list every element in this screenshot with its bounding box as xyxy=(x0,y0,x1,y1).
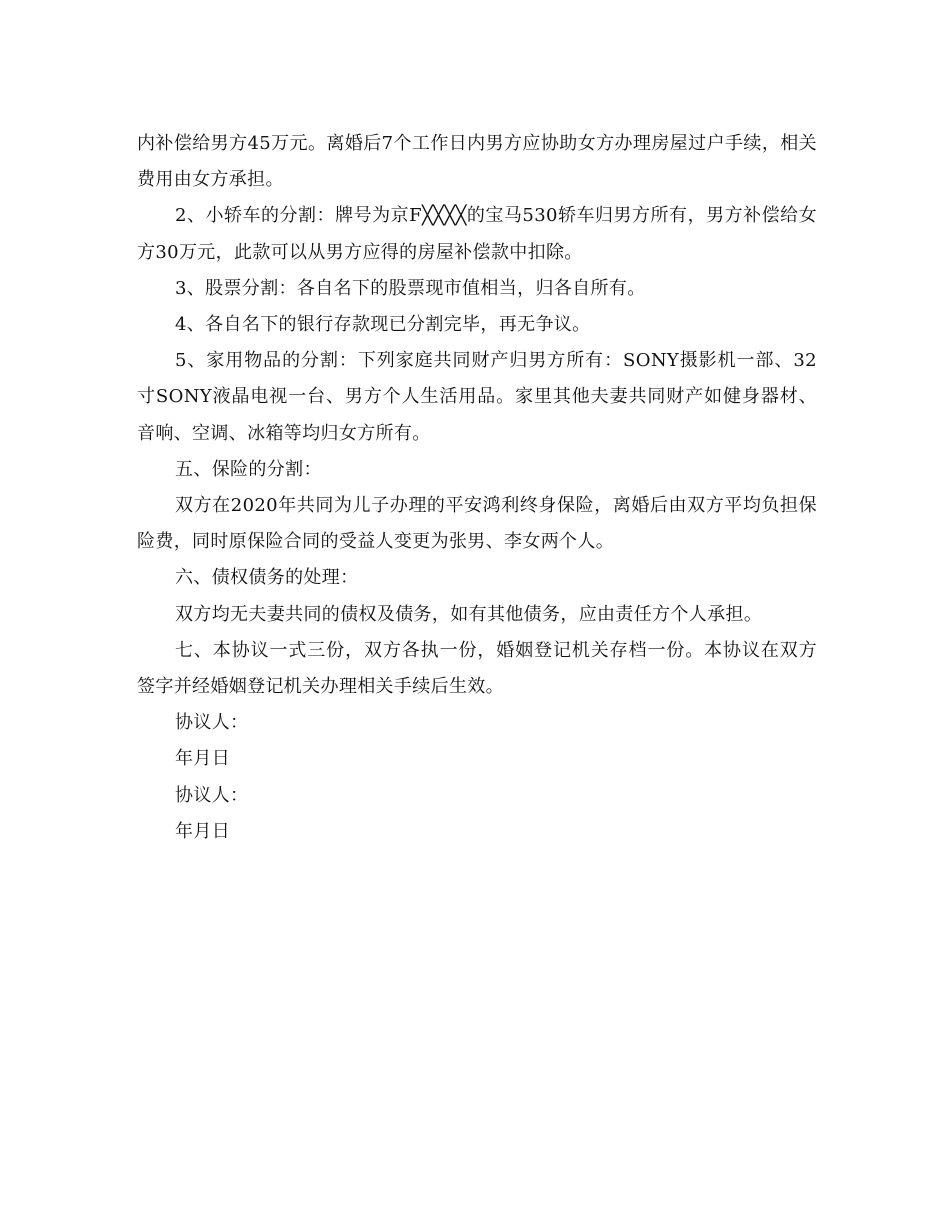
document-body xyxy=(137,126,817,850)
paragraph-house-compensation-continued: 内补偿给男方45万元。离婚后7个工作日内男方应协助女方办理房屋过户手续，相关费用由女方承担。 xyxy=(137,133,817,191)
paragraph-car-division: 2、小轿车的分割：牌号为京F╳╳╳╳的宝马530轿车归男方所有，男方补偿给女方30万元，此款可以从男方应得的房屋补偿款中扣除。 xyxy=(137,205,817,263)
date-label-second: 年月日 xyxy=(175,820,231,842)
date-label-first: 年月日 xyxy=(175,748,231,770)
paragraph-stock-division: 3、股票分割：各自名下的股票现市值相当，归各自所有。 xyxy=(175,277,646,299)
paragraph-copies-and-effect: 七、本协议一式三份，双方各执一份，婚姻登记机关存档一份。本协议在双方签字并经婚姻登记机关办理相关手续后生效。 xyxy=(137,639,817,698)
signature-label-first: 协议人： xyxy=(175,712,249,734)
heading-insurance-division: 五、保险的分割： xyxy=(175,458,322,480)
heading-debts: 六、债权债务的处理： xyxy=(175,567,359,589)
paragraph-insurance-details: 双方在2020年共同为儿子办理的平安鸿利终身保险，离婚后由双方平均负担保险费，同时原保险合同的受益人变更为张男、李女两个人。 xyxy=(137,495,817,553)
paragraph-debts-details: 双方均无夫妻共同的债权及债务，如有其他债务，应由责任方个人承担。 xyxy=(175,603,763,625)
paragraph-household-items: 5、家用物品的分割：下列家庭共同财产归男方所有：SONY摄影机一部、32寸SONY液晶电视一台、男方个人生活用品。家里其他夫妻共同财产如健身器材、音响、空调、冰箱等均归女方所有。 xyxy=(137,350,817,444)
paragraph-bank-deposits: 4、各自名下的银行存款现已分割完毕，再无争议。 xyxy=(175,314,591,336)
signature-label-second: 协议人： xyxy=(175,784,249,806)
